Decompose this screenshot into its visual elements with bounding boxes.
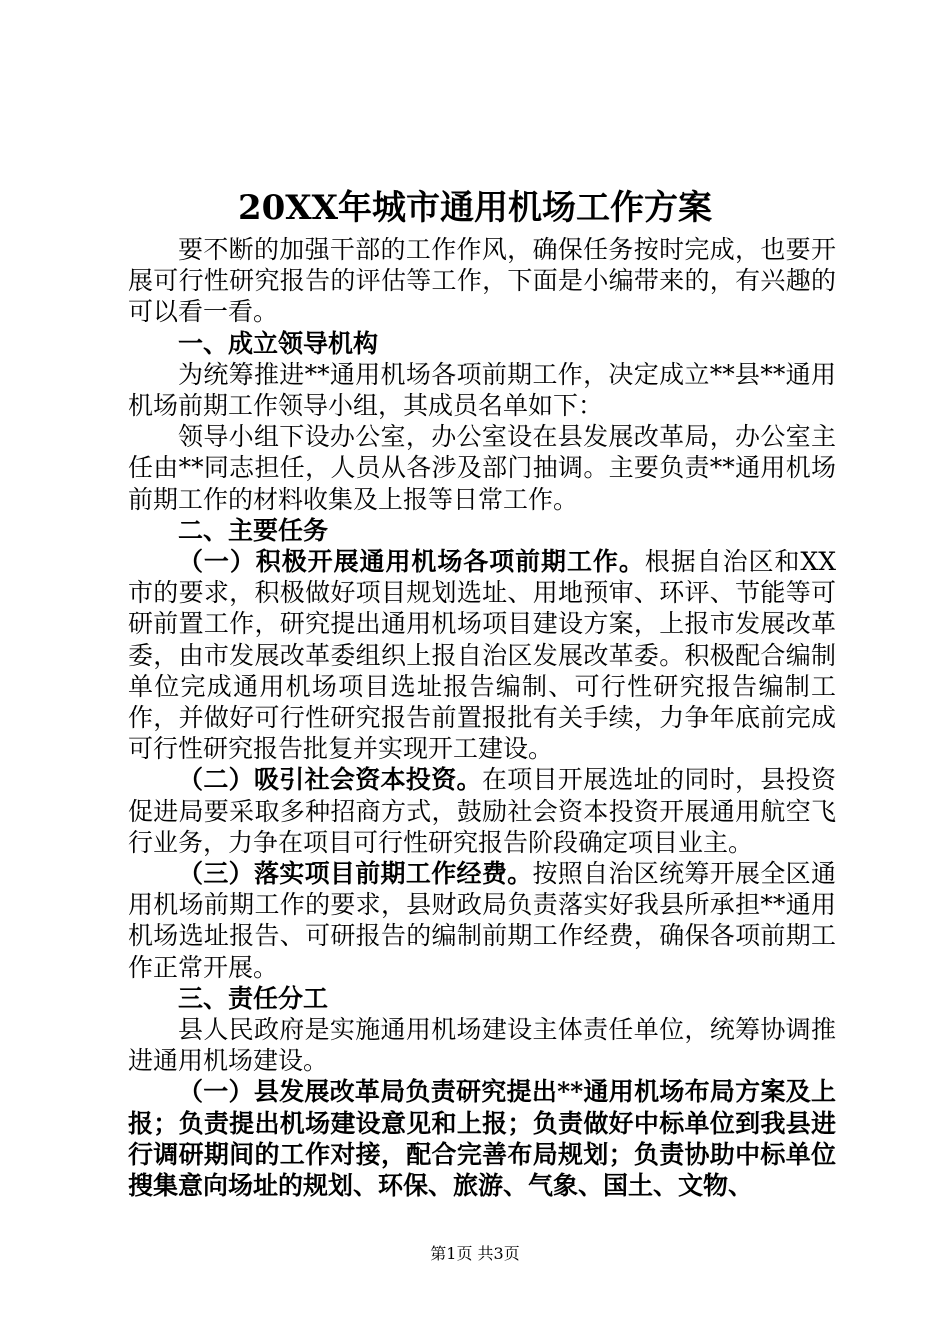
item-body: 在项目开展选址的同时，县投资促进局要采取多种招商方式，鼓励社会资本投资开展通用航空飞行业务，力争在项目可行性研究报告阶段确定项目业主。 [128, 765, 836, 857]
section3-paragraph-2: （一）县发展改革局负责研究提出**通用机场布局方案及上报；负责提出机场建设意见和上报；负责做好中标单位到我县进行调研期间的工作对接，配合完善布局规划；负责协助中标单位搜集意向场址的规划、环保、旅游、气象、国土、文物、 [128, 1077, 836, 1201]
section2-item-3 [128, 858, 836, 983]
section2-item-2 [128, 764, 836, 858]
section2-item-1 [128, 546, 836, 764]
item-body: 根据自治区和XX市的要求，积极做好项目规划选址、用地预审、环评、节能等可研前置工作，研究提出通用机场项目建设方案，上报市发展改革委，由市发展改革委组织上报自治区发展改革委。积极配合编制单位完成通用机场项目选址报告编制、可行性研究报告编制工作，并做好可行性研究报告前置报批有关手续，力争年底前完成可行性研究报告批复并实现开工建设。 [128, 547, 836, 764]
page-footer: 第1页 共3页 [430, 1244, 520, 1263]
section1-paragraph-1: 为统筹推进**通用机场各项前期工作，决定成立**县**通用机场前期工作领导小组，其成员名单如下： [128, 359, 836, 421]
item-body: 按照自治区统筹开展全区通用机场前期工作的要求，县财政局负责落实好我县所承担**通用机场选址报告、可研报告的编制前期工作经费，确保各项前期工作正常开展。 [128, 859, 836, 982]
item-lead: （三）落实项目前期工作经费。 [178, 859, 533, 889]
section-heading-1: 一、成立领导机构 [178, 328, 379, 358]
intro-paragraph: 要不断的加强干部的工作作风，确保任务按时完成，也要开展可行性研究报告的评估等工作，下面是小编带来的，有兴趣的可以看一看。 [128, 235, 836, 327]
item-lead: （二）吸引社会资本投资。 [178, 765, 482, 795]
section-heading-2: 二、主要任务 [178, 515, 329, 545]
document-body [128, 234, 836, 1201]
item-lead: （一）积极开展通用机场各项前期工作。 [178, 547, 645, 577]
section-heading-3: 三、责任分工 [178, 983, 329, 1013]
section3-paragraph-1: 县人民政府是实施通用机场建设主体责任单位，统筹协调推进通用机场建设。 [128, 1015, 836, 1076]
section1-paragraph-2: 领导小组下设办公室，办公室设在县发展改革局，办公室主任由**同志担任，人员从各涉及部门抽调。主要负责**通用机场前期工作的材料收集及上报等日常工作。 [128, 422, 836, 514]
document-title: 20XX年城市通用机场工作方案 [237, 188, 713, 228]
